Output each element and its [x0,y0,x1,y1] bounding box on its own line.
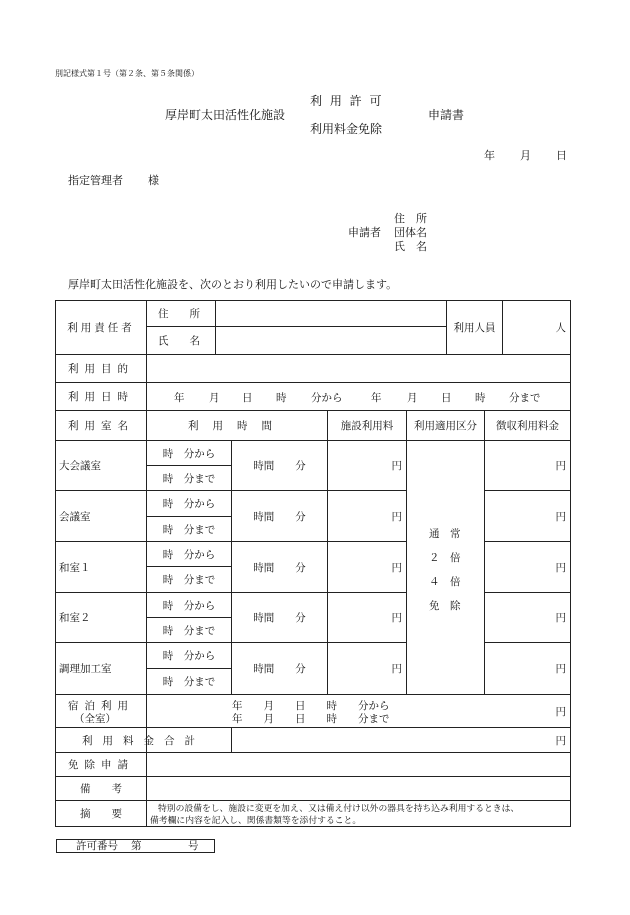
date-year: 年 [484,149,495,162]
room-fee[interactable]: 円 [391,561,402,574]
summary-text-1: 特別の設備をし、施設に変更を加え、又は備え付け以外の器具を持ち込み利用するときは、 [158,804,520,814]
col-fee: 施設利用料 [340,420,394,432]
date-from-month: 月 [209,392,220,404]
permit-prefix: 第 [131,840,142,852]
room-fee[interactable]: 円 [391,510,402,523]
facility-name: 厚岸町太田活性化施設 [165,108,286,122]
room-duration[interactable]: 時間 分 [253,663,306,675]
date-from-hour: 時 [276,392,287,404]
date-to-minute: 分まで [509,392,541,404]
date-label: 利用日時 [68,391,134,403]
room-time-to[interactable]: 時 分まで [162,574,216,586]
total-field[interactable]: 円 [555,734,566,747]
date-to-hour: 時 [475,392,486,404]
room-fee[interactable]: 円 [391,663,402,675]
summary-text-2: 備考欄に内容を記入し、関係書類等を添付すること。 [150,816,362,826]
responsible-label: 利用責任者 [67,322,135,334]
summary-label: 摘 要 [80,808,122,820]
room-time-to[interactable]: 時 分まで [162,624,216,637]
col-collected: 徴収利用料金 [496,420,559,432]
room-time-from[interactable]: 時 分から [162,498,216,510]
room-duration[interactable]: 時間 分 [253,510,306,523]
room-name: 調理加工室 [59,663,112,675]
overnight-label: 宿泊利用 [68,700,134,712]
date-to-day: 日 [441,392,452,404]
overnight-from[interactable]: 年 月 日 時 分から [232,700,390,712]
room-collected[interactable]: 円 [555,510,566,523]
room-time-from[interactable]: 時 分から [162,650,216,662]
date-from-year: 年 [174,392,185,404]
permit-suffix: 号 [188,840,199,852]
remarks-label: 備 考 [80,783,122,795]
addressee-honorific: 様 [148,174,159,187]
responsible-name-field[interactable] [216,327,446,354]
purpose-field[interactable] [147,355,570,382]
date-to-year: 年 [371,392,382,404]
category-double[interactable]: ２ 倍 [429,552,461,564]
room-collected[interactable]: 円 [555,460,566,472]
room-collected[interactable]: 円 [555,561,566,574]
room-duration[interactable]: 時間 分 [253,612,306,624]
addressee: 指定管理者 [68,174,123,187]
users-count-label: 利用人員 [453,322,496,334]
room-fee[interactable]: 円 [391,460,402,472]
overnight-fee[interactable]: 円 [555,705,566,718]
room-time-from[interactable]: 時 分から [162,599,216,612]
applicant-group-label: 団体名 [394,226,427,239]
col-category: 利用適用区分 [414,420,477,432]
remarks-field[interactable] [147,777,570,800]
address-label: 住 所 [158,308,200,320]
room-collected[interactable]: 円 [555,663,566,675]
room-time-from[interactable]: 時 分から [162,447,216,460]
category-normal[interactable]: 通 常 [429,528,461,540]
room-name: 会議室 [59,510,91,523]
room-duration[interactable]: 時間 分 [253,561,306,574]
col-room: 利用室名 [68,420,134,432]
room-name: 大会議室 [59,460,101,472]
room-time-to[interactable]: 時 分まで [162,472,216,485]
exemption-label: 免除申請 [68,759,134,771]
overnight-to[interactable]: 年 月 日 時 分まで [232,713,390,725]
responsible-address-field[interactable] [216,301,446,326]
date-day: 日 [556,149,567,162]
date-from-minute: 分から [311,392,343,404]
exemption-field[interactable] [147,753,570,776]
name-label: 氏 名 [158,335,200,347]
room-time-from[interactable]: 時 分から [162,548,216,561]
room-name: 和室２ [59,612,91,624]
category-quadruple[interactable]: ４ 倍 [429,576,461,588]
total-label: 利用料金合計 [82,734,205,747]
title-option-permit: 利 用 許 可 [310,94,384,108]
intro-text: 厚岸町太田活性化施設を、次のとおり利用したいので申請します。 [68,278,398,291]
date-month: 月 [520,149,531,162]
room-time-to[interactable]: 時 分まで [162,523,216,536]
room-collected[interactable]: 円 [555,612,566,624]
applicant-name-label: 氏 名 [394,240,427,253]
room-fee[interactable]: 円 [391,612,402,624]
category-exempt[interactable]: 免 除 [429,600,461,612]
room-duration[interactable]: 時間 分 [253,460,306,472]
col-time: 利用時間 [188,420,286,432]
title-suffix: 申請書 [428,108,465,122]
title-option-exemption: 利用料金免除 [310,122,383,136]
date-from-day: 日 [242,392,253,404]
date-to-month: 月 [407,392,418,404]
purpose-label: 利用目的 [68,363,134,375]
applicant-label: 申請者 [348,226,381,239]
users-count-field[interactable]: 人 [555,322,566,334]
overnight-sublabel: （全室） [74,713,116,725]
applicant-address-label: 住 所 [394,212,427,225]
room-name: 和室１ [59,561,91,574]
form-number: 別記様式第１号（第２条、第５条関係） [55,69,199,78]
permit-label: 許可番号 [76,840,118,852]
room-time-to[interactable]: 時 分まで [162,676,216,688]
